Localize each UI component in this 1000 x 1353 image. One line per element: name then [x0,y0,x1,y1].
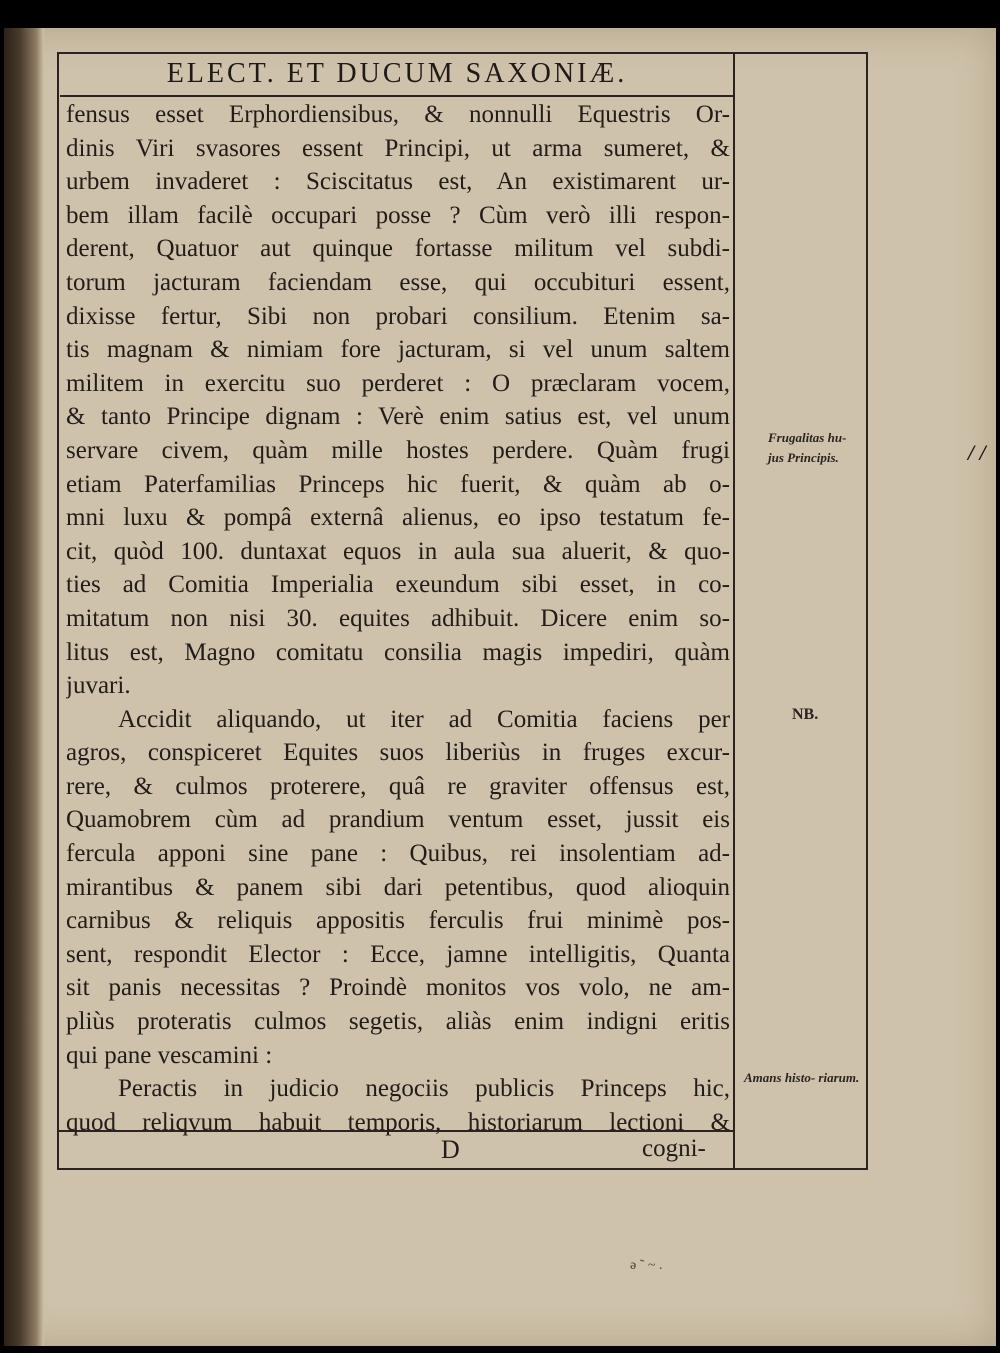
text-line: Accidit aliquando, ut iter ad Comitia faciens per [118,705,730,733]
text-line: bem illam facilè occupari posse ? Cùm verò illi respon- [66,201,730,229]
text-line: qui pane vescamini : [66,1041,273,1069]
text-line: quod reliqvum habuit temporis, historiarum lectioni & [66,1108,730,1136]
text-line: urbem invaderet : Sciscitatus est, An existimarent ur- [66,168,730,196]
running-head: ELECT. ET DUCUM SAXONIÆ. [166,58,628,89]
text-line: cit, quòd 100. duntaxat equos in aula sua aluerit, & quo- [66,537,730,565]
frame-top-rule [57,52,868,54]
running-head-rule [60,95,734,97]
text-line: mitatum non nisi 30. equites adhibuit. Dicere enim so- [66,604,730,632]
body-text [66,98,730,1139]
frame-outer-rule [866,52,868,1170]
text-line: sit panis necessitas ? Proindè monitos vos volo, ne am- [66,974,730,1002]
text-line: derent, Quatuor aut quinque fortasse militum vel subdi- [66,235,730,263]
marginal-note-frugalitas: Frugalitas hu- jus Principis. [768,430,847,465]
catchword: cogni- [642,1135,706,1162]
text-line: & tanto Principe dignam : Verè enim satius est, vel unum [66,403,730,431]
frame-bottom-rule [57,1168,868,1170]
signature-mark: D [441,1135,460,1164]
text-line: torum jacturam faciendam esse, qui occubituri essent, [66,268,730,296]
text-line: sent, respondit Elector : Ecce, jamne intelligitis, Quanta [66,940,730,968]
text-line: litus est, Magno comitatu consilia magis impediri, quàm [66,638,730,666]
text-line: dixisse fertur, Sibi non probari consilium. Etenim sa- [66,302,730,330]
book-gutter [4,28,44,1346]
text-line: rere, & culmos proterere, quâ re graviter offensus est, [66,772,730,800]
marginal-note-nb: NB. [792,706,819,723]
text-line: pliùs proteratis culmos segetis, aliàs enim indigni eritis [66,1008,730,1036]
edge-ink-mark: / / [968,440,986,465]
text-line: dinis Viri svasores essent Principi, ut arma sumeret, & [66,134,730,162]
text-line: mni luxu & pompâ externâ alienus, eo ipso testatum fe- [66,504,730,532]
text-line: ties ad Comitia Imperialia exeundum sibi esset, in co- [66,571,730,599]
frame-left-rule [57,52,59,1170]
bottom-ink-mark: ǝ ˜ ~ . [630,1258,663,1273]
text-line: Peractis in judicio negociis publicis Princeps hic, [118,1075,730,1103]
text-line: Quamobrem cùm ad prandium ventum esset, jussit eis [66,806,730,834]
text-line: militem in exercitu suo perderet : O præclaram vocem, [66,369,730,397]
text-line: juvari. [66,672,131,700]
text-line: carnibus & reliquis appositis ferculis frui minimè pos- [66,907,730,935]
text-line: agros, conspiceret Equites suos liberiùs in fruges excur- [66,739,730,767]
frame-text-column-rule [733,52,735,1170]
text-line: mirantibus & panem sibi dari petentibus, quod alioquin [66,873,730,901]
text-line: fensus esset Erphordiensibus, & nonnulli Equestris Or- [66,101,730,128]
text-line: servare civem, quàm mille hostes perdere. Quàm frugi [66,436,730,464]
text-line: etiam Paterfamilias Princeps hic fuerit, & quàm ab o- [66,470,730,498]
marginal-note-amans: Amans histo- riarum. [744,1070,860,1085]
text-line: fercula apponi sine pane : Quibus, rei insolentiam ad- [66,840,730,868]
text-line: tis magnam & nimiam fore jacturam, si vel unum saltem [66,336,730,364]
